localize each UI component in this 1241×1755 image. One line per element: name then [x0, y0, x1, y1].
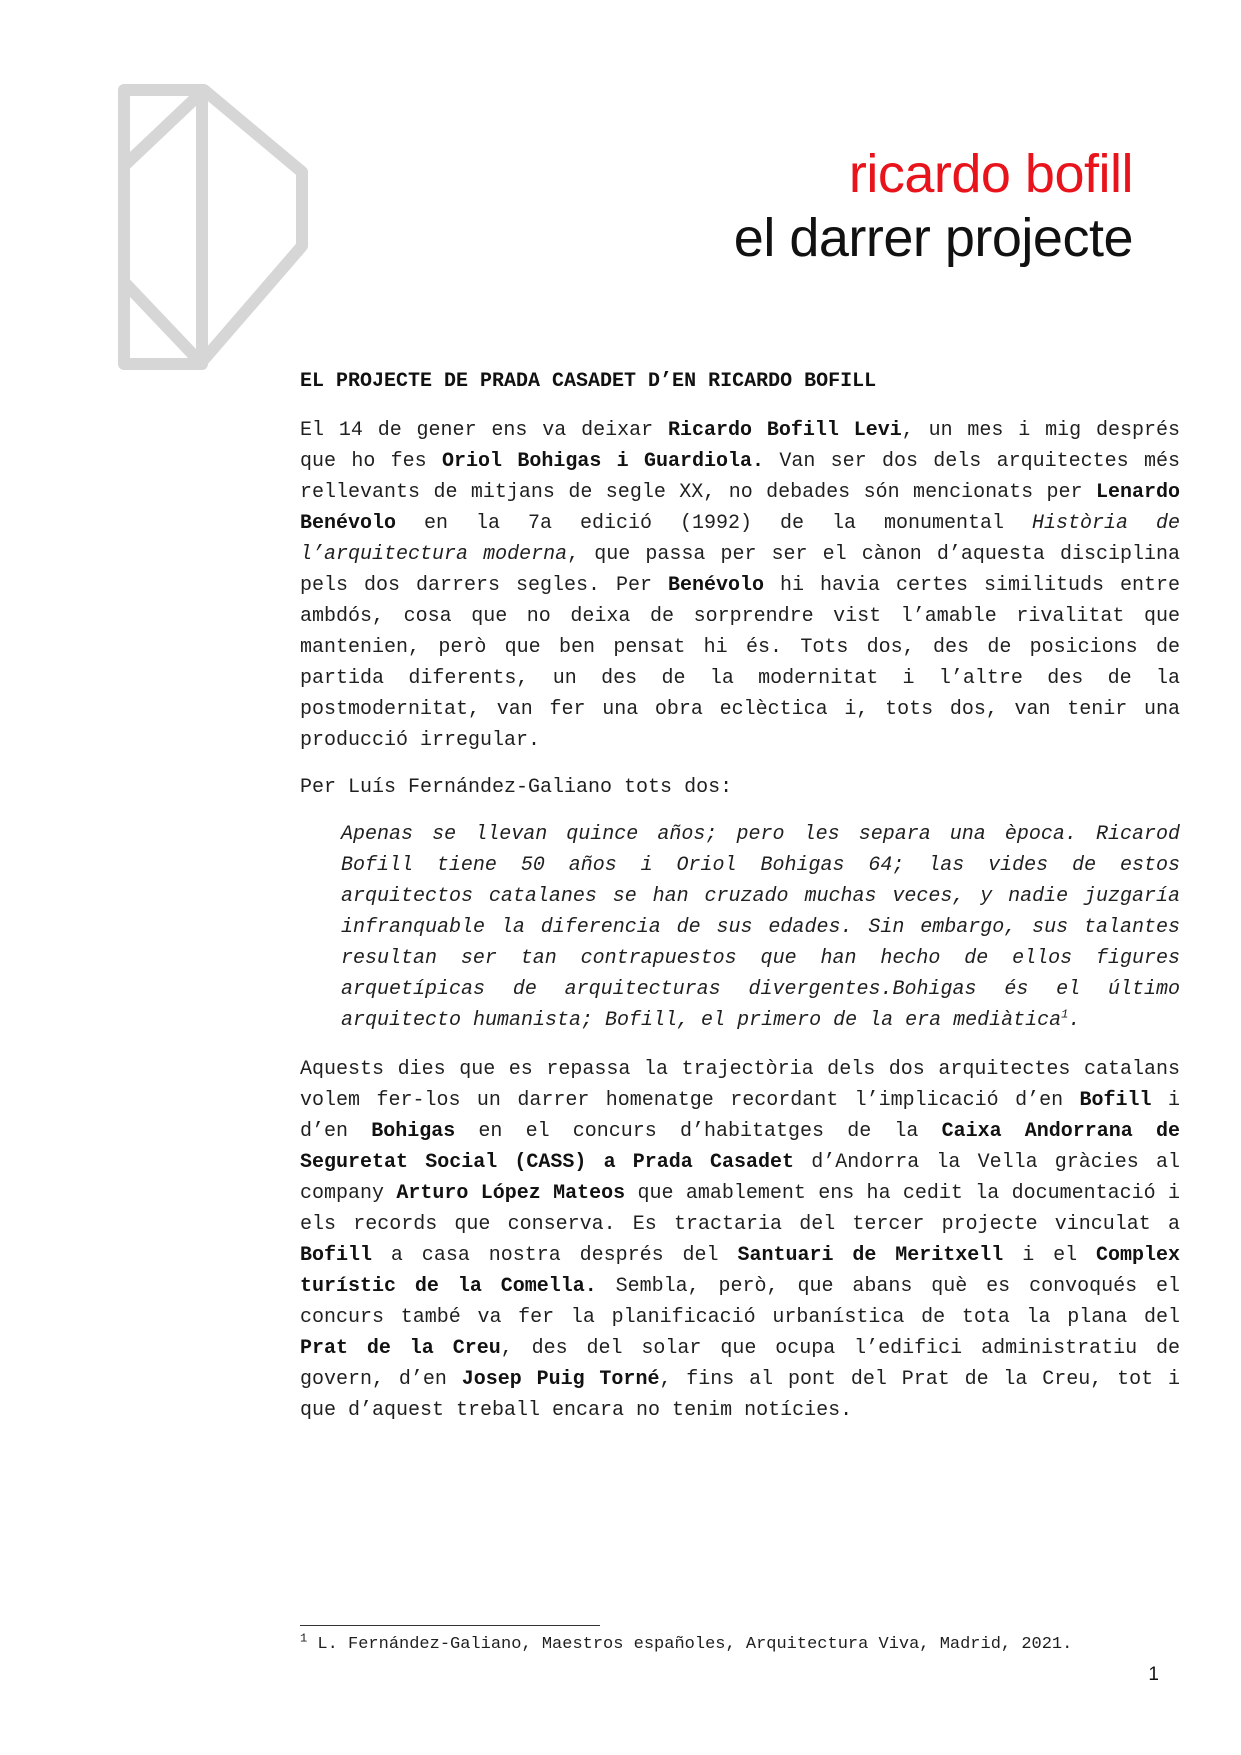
bold-name: Bofill: [300, 1244, 373, 1267]
footnote-marker: 1: [300, 1631, 308, 1646]
text: i el: [1003, 1244, 1096, 1267]
text: Van ser dos dels arquitectes més rellevants de mitjans de segle XX, no debades són mencionats per: [300, 450, 1180, 504]
quote-end: .: [1068, 1009, 1081, 1032]
footnote-ref[interactable]: 1: [1061, 1007, 1069, 1022]
bold-name: Bohigas: [371, 1120, 456, 1143]
bold-name: Oriol Bohigas i Guardiola.: [441, 450, 764, 473]
text: en el concurs d’habitatges de la: [455, 1120, 942, 1143]
paragraph-2: Per Luís Fernández-Galiano tots dos:: [300, 776, 733, 799]
bold-name: Bofill: [1079, 1089, 1152, 1112]
footnote-divider: [300, 1625, 600, 1626]
text: , un mes i mig després que ho fes: [300, 419, 1180, 473]
paragraph-1: [300, 415, 1180, 756]
article-heading: EL PROJECTE DE PRADA CASADET D’EN RICARDO BOFILL: [300, 370, 877, 393]
bold-name: Caixa Andorrana de Seguretat Social (CASS) a Prada Casadet: [300, 1120, 1180, 1174]
text: Sembla, però, que abans què es convoqués el concurs també va fer la planificació urbanística de tota la plana del: [300, 1275, 1180, 1329]
text: , des del solar que ocupa l’edifici administratiu de govern, d’en: [300, 1337, 1180, 1391]
text: Aquests dies que es repassa la trajectòria dels dos arquitectes catalans volem fer-los un darrer homenatge recordant l’implicació d’en: [300, 1058, 1180, 1112]
text: que amablement ens ha cedit la documentació i els records que conserva. Es tractaria del tercer projecte vinculat a: [300, 1182, 1181, 1236]
book-title: Història de l’arquitectura moderna: [300, 512, 1180, 566]
text: hi havia certes similituds entre ambdós, cosa que no deixa de sorprendre vist l’amable rivalitat que mantenien, però que ben pensat hi és. Tots dos, des de posicions de partida diferents, un des de la modernitat i l’altre des de la postmodernitat, van fer una obra eclèctica i, tots dos, van tenir una producció irregular.: [300, 574, 1180, 752]
bold-name: Lenardo Benévolo: [300, 481, 1180, 535]
bracket-logo: [118, 84, 314, 370]
block-quote: [341, 819, 1180, 1036]
quote-text: Apenas se llevan quince años; pero les separa una època. Ricarod Bofill tiene 50 años i Oriol Bohigas 64; las vides de estos arquitectos catalanes se han cruzado muchas veces, y nadie juzgaría infranquable la diferencia de sus edades. Sin embargo, sus talantes resultan ser tan contrapuestos que han hecho de ellos figures arquetípicas de arquitecturas divergentes.Bohigas és el último arquitecto humanista; Bofill, el primero de la era mediàtica: [341, 823, 1180, 1032]
article-body: [300, 366, 1180, 1442]
bold-name: Santuari de Meritxell: [737, 1244, 1004, 1267]
text: a casa nostra després del: [372, 1244, 738, 1267]
text: i d’en: [300, 1089, 1180, 1143]
title-name: ricardo bofill: [848, 144, 1133, 204]
bold-name: Ricardo Bofill Levi: [667, 419, 902, 442]
text: d’Andorra la Vella gràcies al company: [300, 1151, 1181, 1205]
text: en la 7a edició (1992) de la monumental: [396, 512, 1032, 535]
title-block: [734, 142, 1133, 270]
paragraph-3: [300, 1054, 1180, 1426]
text: , fins al pont del Prat de la Creu, tot i que d’aquest treball encara no tenim notícies.: [300, 1368, 1180, 1422]
bold-name: Complex turístic de la Comella.: [300, 1244, 1181, 1298]
bold-name: Prat de la Creu: [300, 1337, 501, 1360]
title-subtitle: el darrer projecte: [733, 208, 1133, 268]
page-number: 1: [1148, 1664, 1159, 1685]
text: , que passa per ser el cànon d’aquesta disciplina pels dos darrers segles. Per: [300, 543, 1180, 597]
bold-name: Arturo López Mateos: [396, 1182, 626, 1205]
bold-name: Josep Puig Torné: [461, 1368, 660, 1391]
bold-name: Benévolo: [667, 574, 764, 597]
footnote: [300, 1631, 1180, 1656]
text: El 14 de gener ens va deixar: [300, 419, 668, 442]
footnote-text: L. Fernández-Galiano, Maestros españoles, Arquitectura Viva, Madrid, 2021.: [307, 1635, 1073, 1654]
